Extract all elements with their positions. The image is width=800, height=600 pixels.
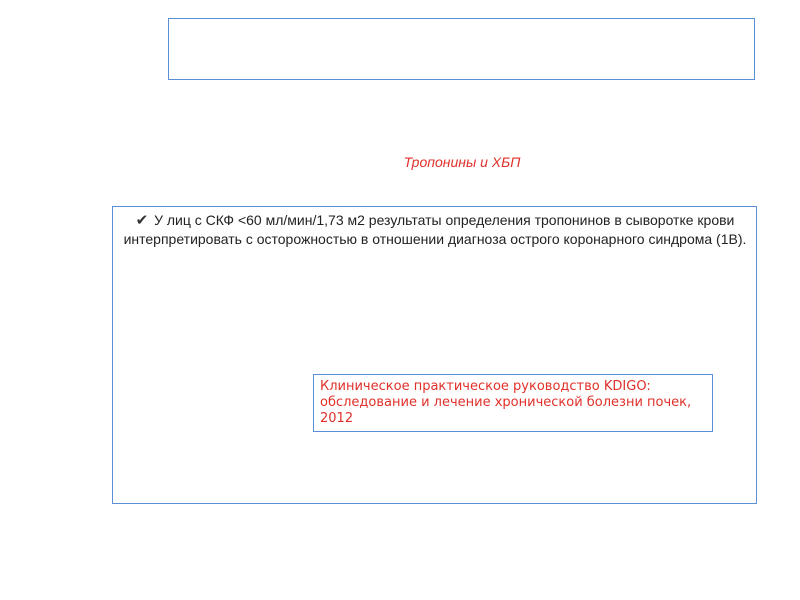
check-mark-icon: ✔ (135, 212, 149, 229)
recommendation-text: У лиц с СКФ <60 мл/мин/1,73 м2 результаты определения тропонинов в сыворотке крови интерпретировать с осторожностью в отношении диагноза острого коронарного синдрома (1B). (123, 212, 747, 247)
recommendation-box (112, 206, 757, 504)
slide-subtitle: Тропонины и ХБП (403, 154, 521, 170)
recommendation-paragraph (119, 211, 751, 249)
reference-box (313, 374, 713, 432)
title-box (168, 18, 755, 80)
reference-text: Клиническое практическое руководство KDIGO: обследование и лечение хронической болезни почек, 2012 (320, 379, 692, 426)
